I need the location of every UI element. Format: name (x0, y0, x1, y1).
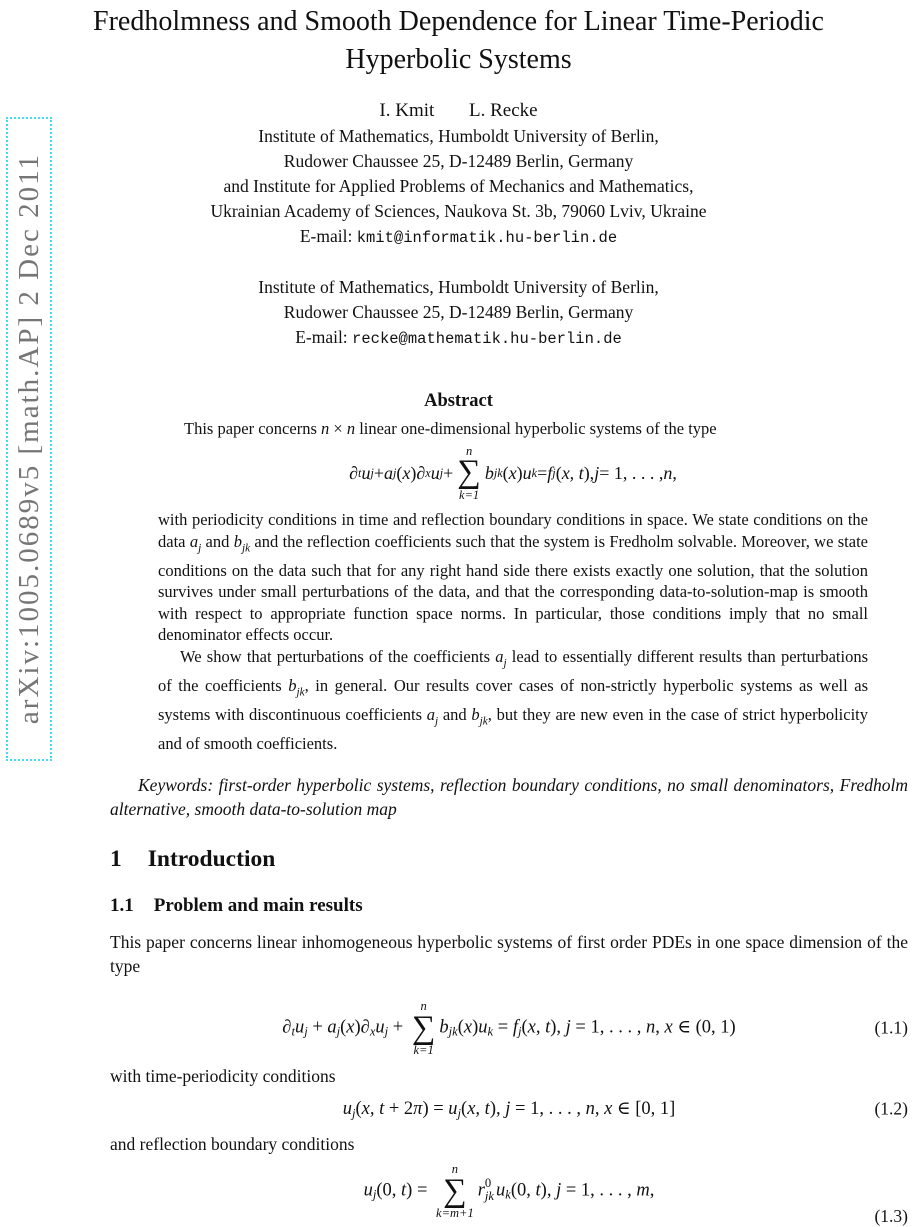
email-label: E-mail: (295, 327, 353, 347)
email-line-2 (0, 325, 917, 352)
affiliation-block-1 (0, 124, 917, 251)
abstract-paragraph-2: We show that perturbations of the coefficients $a_j$ lead to essentially different results than perturbations of the coefficients $b_{jk}$, in general. Our results cover cases of non-strictly hyperbolic systems as well as systems with discontinuous coefficients $a_j$ and $b_{jk}$, but they are new even in the case of strict hyperbolicity and of smooth coefficients. (158, 646, 869, 754)
abstract-heading: Abstract (424, 391, 493, 411)
email-label: E-mail: (299, 226, 357, 246)
paper-title-line1: Fredholmness and Smooth Dependence for Linear Time-Periodic (93, 6, 824, 37)
equation-1-1-row (110, 996, 908, 1060)
arxiv-watermark-box (6, 117, 52, 761)
abstract-body (158, 418, 868, 755)
paper-title-line2: Hyperbolic Systems (345, 44, 572, 75)
arxiv-watermark-text: arXiv:1005.0689v5 [math.AP] 2 Dec 2011 (12, 153, 45, 725)
affiliation-line: Rudower Chaussee 25, D-12489 Berlin, Germany (283, 151, 634, 171)
author-2: L. Recke (469, 100, 538, 121)
equation-1-3-tag: (1.3) (874, 1206, 908, 1227)
affiliation-line: Rudower Chaussee 25, D-12489 Berlin, Germany (283, 302, 634, 322)
main-body-column (110, 845, 908, 1227)
authors-line (0, 99, 917, 123)
equation-1-2: uj(x, t + 2π) = uj(x, t), j = 1, . . . , n, x ∈ [0, 1] (342, 1098, 676, 1121)
paper-title (0, 0, 917, 79)
subsection-heading-problem (110, 894, 908, 917)
affiliation-line: Institute of Mathematics, Humboldt University of Berlin, (258, 277, 659, 297)
affiliation-block-2 (0, 275, 917, 352)
subsection-title: Problem and main results (153, 894, 363, 916)
affiliation-line: Institute of Mathematics, Humboldt University of Berlin, (258, 126, 659, 146)
email-line-1 (0, 224, 917, 251)
abstract-display-equation: ∂ t u j + a j ( x )∂ x u j + n ∑ k=1 b jk ( x ) u k = f j ( x, t ), j = 1, . . . , n , (349, 443, 677, 502)
section-number: 1 (110, 845, 122, 872)
keywords-paragraph: Keywords: first-order hyperbolic systems, reflection boundary conditions, no small denominators, Fredholm alternative, smooth data-to-solution map (110, 774, 908, 819)
equation-1-1-tag: (1.1) (874, 1017, 908, 1038)
abstract-intro-line: This paper concerns n × n linear one-dimensional hyperbolic systems of the type (184, 419, 717, 438)
author-1: I. Kmit (379, 100, 435, 121)
abstract-paragraph-1: with periodicity conditions in time and reflection boundary conditions in space. We state conditions on the data $a_j$ and $b_{jk}$ and the reflection coefficients such that the system is Fredholm solvable. Moreover, we state conditions on the data such that for any right hand side there exists exactly one solution, that the solution survives under small perturbations of the data, and that the corresponding data-to-solution-map is smooth with respect to appropriate function space norms. In particular, those conditions imply that no small denominator effects occur. (158, 510, 868, 645)
equation-1-3: uj(0, t) = n ∑ k=m+1 r 0 jk uk(0, t), j = 1, . . . , m, (363, 1162, 655, 1221)
affiliation-line: Ukrainian Academy of Sciences, Naukova St. 3b, 79060 Lviv, Ukraine (210, 201, 707, 221)
email-address-2: recke@mathematik.hu-berlin.de (352, 330, 622, 348)
intro-paragraph: This paper concerns linear inhomogeneous hyperbolic systems of first order PDEs in one space dimension of the type (110, 931, 908, 977)
subsection-number: 1.1 (110, 894, 134, 916)
email-address-1: kmit@informatik.hu-berlin.de (356, 229, 618, 247)
between-text-1: with time-periodicity conditions (110, 1066, 336, 1087)
section-title: Introduction (147, 845, 276, 872)
equation-1-2-tag: (1.2) (874, 1098, 908, 1119)
equation-1-3-row (110, 1156, 908, 1226)
equation-1-2-row (110, 1094, 908, 1124)
section-heading-introduction (110, 845, 908, 874)
equation-1-1: ∂tuj + aj(x)∂xuj + n ∑ k=1 bjk(x)uk = fj(x, t), j = 1, . . . , n, x ∈ (0, 1) (282, 999, 736, 1058)
affiliation-line: and Institute for Applied Problems of Mechanics and Mathematics, (223, 176, 694, 196)
between-text-2: and reflection boundary conditions (110, 1134, 355, 1155)
